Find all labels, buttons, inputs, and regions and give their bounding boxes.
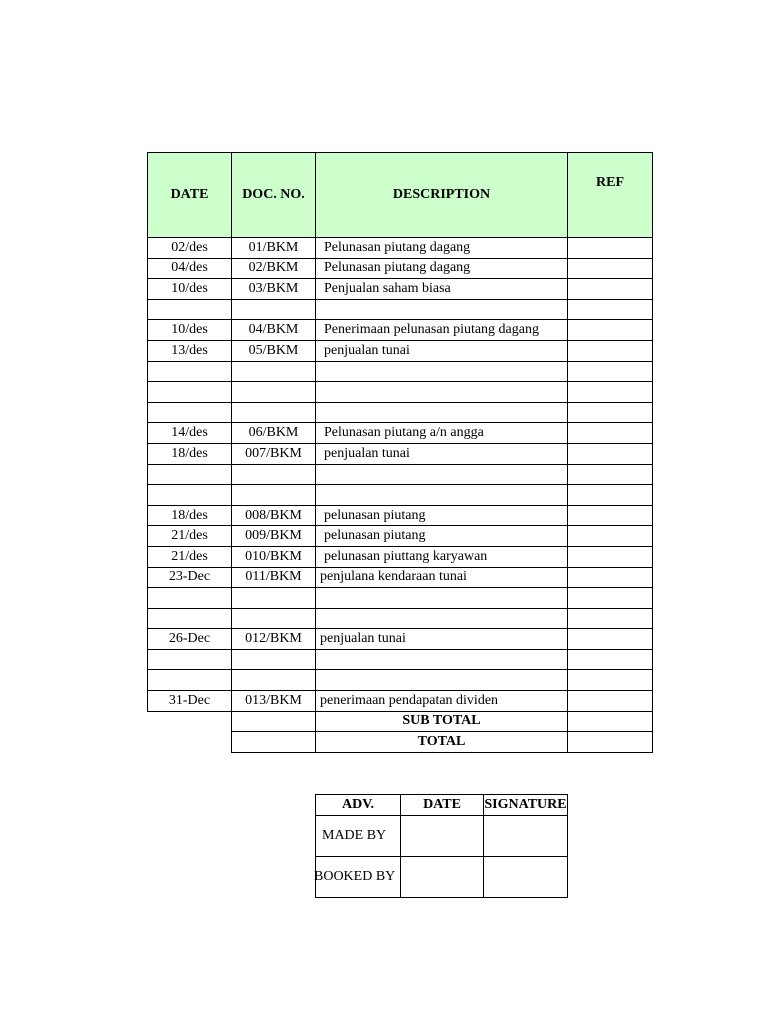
row-date — [148, 649, 232, 670]
made-by-signature-cell[interactable] — [484, 816, 568, 857]
total-blank-cell — [148, 732, 232, 753]
row-doc-no — [232, 299, 316, 320]
total-value — [568, 732, 653, 753]
row-description — [316, 670, 568, 691]
table-row — [148, 567, 653, 588]
row-ref — [568, 588, 653, 609]
row-doc-no: 009/BKM — [232, 526, 316, 547]
row-date: 21/des — [148, 546, 232, 567]
table-row — [148, 340, 653, 361]
table-row — [148, 299, 653, 320]
table-row — [148, 279, 653, 300]
row-ref — [568, 361, 653, 382]
sub-total-doc-cell — [232, 711, 316, 732]
table-row — [148, 588, 653, 609]
row-description — [316, 382, 568, 403]
row-ref — [568, 546, 653, 567]
table-row — [148, 629, 653, 650]
row-doc-no: 04/BKM — [232, 320, 316, 341]
row-doc-no — [232, 402, 316, 423]
row-ref — [568, 649, 653, 670]
row-doc-no — [232, 670, 316, 691]
table-row — [148, 382, 653, 403]
booked-by-label: BOOKED BY — [316, 857, 401, 898]
row-ref — [568, 464, 653, 485]
row-ref — [568, 238, 653, 259]
total-doc-cell — [232, 732, 316, 753]
table-row — [148, 505, 653, 526]
row-date: 14/des — [148, 423, 232, 444]
row-doc-no: 03/BKM — [232, 279, 316, 300]
table-row — [148, 402, 653, 423]
row-description — [316, 402, 568, 423]
row-doc-no: 010/BKM — [232, 546, 316, 567]
row-description — [316, 464, 568, 485]
table-row — [148, 320, 653, 341]
row-ref — [568, 279, 653, 300]
header-ref: REF — [568, 153, 653, 238]
table-row — [148, 258, 653, 279]
table-row — [148, 691, 653, 712]
row-ref — [568, 567, 653, 588]
row-date — [148, 402, 232, 423]
row-description: penjulana kendaraan tunai — [316, 567, 568, 588]
cash-receipt-ledger-table — [147, 152, 653, 753]
row-description: Pelunasan piutang dagang — [316, 258, 568, 279]
row-description — [316, 608, 568, 629]
row-ref — [568, 402, 653, 423]
table-row — [148, 670, 653, 691]
table-row — [148, 485, 653, 506]
row-description: pelunasan piutang — [316, 505, 568, 526]
header-doc-no: DOC. NO. — [232, 153, 316, 238]
sub-total-blank-cell — [148, 711, 232, 732]
row-description: Pelunasan piutang a/n angga — [316, 423, 568, 444]
row-doc-no — [232, 608, 316, 629]
row-ref — [568, 423, 653, 444]
row-doc-no: 013/BKM — [232, 691, 316, 712]
row-date: 04/des — [148, 258, 232, 279]
row-date — [148, 588, 232, 609]
row-doc-no: 012/BKM — [232, 629, 316, 650]
sub-total-label: SUB TOTAL — [316, 711, 568, 732]
row-date — [148, 608, 232, 629]
row-description: penjualan tunai — [316, 629, 568, 650]
row-doc-no — [232, 485, 316, 506]
made-by-label: MADE BY — [316, 816, 401, 857]
booked-by-date-cell[interactable] — [401, 857, 484, 898]
header-signature: SIGNATURE — [484, 795, 568, 816]
row-description: pelunasan piutang — [316, 526, 568, 547]
row-doc-no: 008/BKM — [232, 505, 316, 526]
row-date: 10/des — [148, 279, 232, 300]
row-doc-no: 011/BKM — [232, 567, 316, 588]
row-date — [148, 464, 232, 485]
header-adv: ADV. — [316, 795, 401, 816]
row-date: 26-Dec — [148, 629, 232, 650]
row-ref — [568, 443, 653, 464]
row-description — [316, 299, 568, 320]
row-date: 31-Dec — [148, 691, 232, 712]
row-doc-no: 02/BKM — [232, 258, 316, 279]
header-date: DATE — [148, 153, 232, 238]
made-by-date-cell[interactable] — [401, 816, 484, 857]
row-description — [316, 361, 568, 382]
total-label: TOTAL — [316, 732, 568, 753]
row-date — [148, 361, 232, 382]
row-date: 13/des — [148, 340, 232, 361]
ledger-header-row — [148, 153, 653, 238]
row-doc-no — [232, 464, 316, 485]
table-row — [148, 423, 653, 444]
approval-table — [315, 794, 568, 898]
row-doc-no — [232, 382, 316, 403]
total-row — [148, 732, 653, 753]
booked-by-signature-cell[interactable] — [484, 857, 568, 898]
row-description: Pelunasan piutang dagang — [316, 238, 568, 259]
row-date — [148, 382, 232, 403]
row-date — [148, 670, 232, 691]
row-doc-no: 05/BKM — [232, 340, 316, 361]
table-row — [148, 526, 653, 547]
table-row — [148, 464, 653, 485]
row-description — [316, 485, 568, 506]
row-description: penerimaan pendapatan dividen — [316, 691, 568, 712]
row-doc-no — [232, 649, 316, 670]
row-ref — [568, 670, 653, 691]
row-date: 02/des — [148, 238, 232, 259]
row-date: 21/des — [148, 526, 232, 547]
approval-header-row — [316, 795, 568, 816]
made-by-row — [316, 816, 568, 857]
row-description: Penerimaan pelunasan piutang dagang — [316, 320, 568, 341]
table-row — [148, 238, 653, 259]
row-date: 18/des — [148, 505, 232, 526]
row-ref — [568, 382, 653, 403]
row-description: penjualan tunai — [316, 340, 568, 361]
row-doc-no — [232, 361, 316, 382]
row-description — [316, 588, 568, 609]
table-row — [148, 361, 653, 382]
row-ref — [568, 629, 653, 650]
sub-total-row — [148, 711, 653, 732]
booked-by-row — [316, 857, 568, 898]
table-row — [148, 443, 653, 464]
row-date — [148, 299, 232, 320]
row-ref — [568, 608, 653, 629]
header-description: DESCRIPTION — [316, 153, 568, 238]
row-description: pelunasan piuttang karyawan — [316, 546, 568, 567]
row-doc-no: 01/BKM — [232, 238, 316, 259]
row-doc-no — [232, 588, 316, 609]
row-ref — [568, 691, 653, 712]
row-ref — [568, 320, 653, 341]
row-doc-no: 007/BKM — [232, 443, 316, 464]
row-ref — [568, 505, 653, 526]
table-row — [148, 649, 653, 670]
row-ref — [568, 299, 653, 320]
row-ref — [568, 526, 653, 547]
table-row — [148, 546, 653, 567]
row-doc-no: 06/BKM — [232, 423, 316, 444]
row-description: penjualan tunai — [316, 443, 568, 464]
row-description — [316, 649, 568, 670]
row-ref — [568, 340, 653, 361]
sub-total-value — [568, 711, 653, 732]
table-row — [148, 608, 653, 629]
row-date: 23-Dec — [148, 567, 232, 588]
header-approval-date: DATE — [401, 795, 484, 816]
row-date: 18/des — [148, 443, 232, 464]
row-date — [148, 485, 232, 506]
row-ref — [568, 485, 653, 506]
row-description: Penjualan saham biasa — [316, 279, 568, 300]
row-date: 10/des — [148, 320, 232, 341]
row-ref — [568, 258, 653, 279]
